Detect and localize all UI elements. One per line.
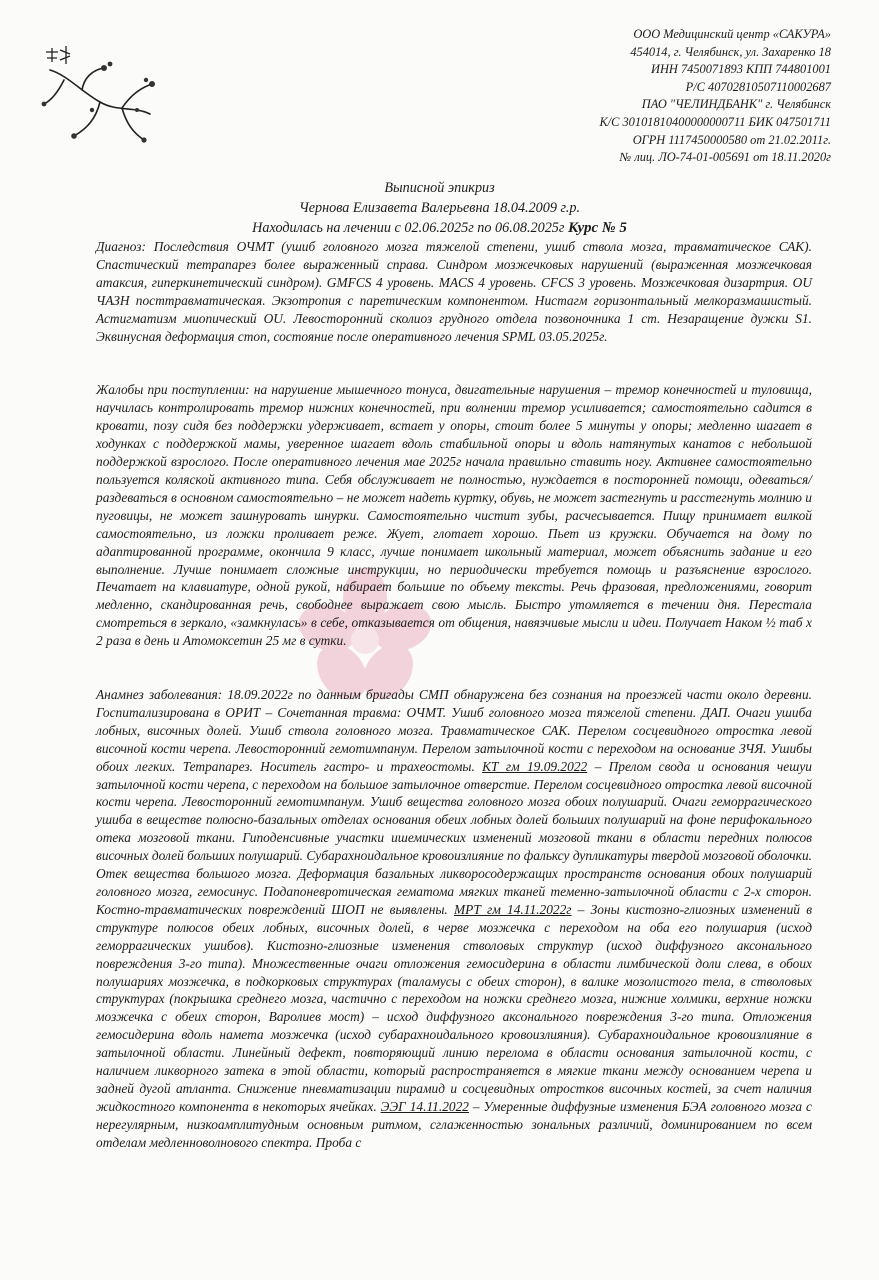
treatment-period [0, 218, 879, 238]
org-line: ПАО "ЧЕЛИНДБАНК" г. Челябинск [641, 97, 831, 112]
mri-exam-label: МРТ гм 14.11.2022г [454, 901, 572, 917]
anamnesis-label: Анамнез заболевания: [96, 687, 223, 703]
document-body [96, 238, 812, 1152]
diagnosis-section [96, 238, 812, 345]
org-line: К/С 30101810400000000711 БИК 047501711 [599, 114, 831, 129]
treatment-dates: Находилась на лечении с 02.06.2025г по 06.08.2025г [252, 220, 565, 236]
org-line: ООО Медицинский центр «САКУРА» [633, 27, 831, 41]
anamnesis-text-2: – Прелом свода и основания чешуи затылочной кости черепа, с переходом на большое затылочное отверстие. Перелом сосцевидного отростка левой височной кости черепа. Левосторонний гемотимпанум. Ушиб вещества головного мозга обоих полушарий. Очаги геморрагического ушиба в веществе полюсно-базальных отделах основания обеих лобных долей больших полушарий на фоне перифокального отека мозговой ткани. Гиподенсивные участки ишемических изменений мозговой ткани в области передних полюсов височных долей больших полушарий. Субарахноидальное кровоизлияние по фальксу дупликатуры твердой мозговой оболочки. Отек вещества большого мозга. Деформация базальных ликворосодержащих пространств основания обоих полушарий головного мозга, гемосинус. Подапоневротическая гематома мягких тканей теменно-затылочной области с 2-х сторон. Костно-травматических повреждений ШОП не выявлены. [96, 758, 812, 917]
anamnesis-section [96, 686, 812, 1152]
patient-name: Чернова Елизавета Валерьевна 18.04.2009 г.р. [298, 200, 581, 216]
org-line: Р/С 40702810507110002687 [685, 79, 831, 94]
document-header [0, 178, 879, 238]
complaints-section [96, 381, 812, 650]
organization-requisites [531, 26, 831, 167]
anamnesis-text-3: – Зоны кистозно-глиозных изменений в структуре полюсов обеих лобных, височных долей, в черве мозжечка с переходом на оба его полушария (исход геморрагических ушибов). Кистозно-глиозные изменения стволовых структур (исход диффузного аксонального повреждения 3-го типа). Множественные очаги отложения гемосидерина в области лимбической доли слева, в обоих полушариях мозжечка, в подкорковых структурах (таламусы с обеих сторон), в валике мозолистого тела, в стволовых структурах (покрышка среднего мозга, частично с переходом на ножки среднего мозга, нижние холмики, верхние ножки мозжечка с обеих сторон, Варолиев мост) – исход диффузного аксонального повреждения 3-го типа. Отложения гемосидерина вдоль намета мозжечка (исход субарахноидального кровоизлияния). Субарахноидальное кровоизлияние в затылочной области. Линейный дефект, повторяющий линию перелома в области основания затылочной кости, с наличием ликворного затека в этой области, который распространяется в мягкие ткани между основанием черепа и задней дугой атланта. Снижение пневматизации пирамид и сосцевидных отростков височных костей, за счет наличия жидкостного компонента в некоторых ячейках. [96, 901, 813, 1114]
anamnesis-text-4: – Умеренные диффузные изменения БЭА головного мозга с нерегулярным, низкоамплитудным основным ритмом, сглаженностью зональных различий, доминированием по всем отделам медленноволнового спектра. Проба с [96, 1098, 812, 1150]
document-title: Выписной эпикриз [384, 180, 495, 196]
org-line: № лиц. ЛО-74-01-005691 от 18.11.2020г [619, 150, 831, 165]
org-line: 454014, г. Челябинск, ул. Захаренко 18 [630, 44, 831, 59]
diagnosis-text: Последствия ОЧМТ (ушиб головного мозга тяжелой степени, ушиб ствола мозга, травматическое САК). Спастический тетрапарез более выраженный справа. Синдром мозжечковых нарушений (выраженная мозжечковая атаксия, гиперкинетический синдром). GMFCS 4 уровень. MACS 4 уровень. CFCS 3 уровень. Мозжечковая дизартрия. OU ЧАЗН посттравматическая. Экзотропия с паретическим компонентом. Нистагм горизонтальный мелкоразмашистый. Астигматизм миопический OU. Левосторонний сколиоз грудного отдела позвоночника 1 ст. Незаращение дужки S1. Эквинусная деформация стоп, состояние после оперативного лечения SPML 03.05.2025г. [96, 239, 812, 344]
eeg-exam-label: ЭЭГ 14.11.2022 [380, 1098, 469, 1114]
complaints-label: Жалобы при поступлении: [96, 382, 250, 398]
diagnosis-label: Диагноз: [96, 239, 146, 254]
complaints-text: на нарушение мышечного тонуса, двигательные нарушения – тремор конечностей и туловища, научилась контролировать тремор нижних конечностей, при волнении тремор усиливается; самостоятельно садится в кровати, позу сидя без поддержки удерживает, встает у опоры, стоит более 5 минуты у опоры; медленно шагает в ходунках с поддержкой мамы, уверенное шагает вдоль стабильной опоры и вдоль натянутых канатов с небольшой поддержкой взрослого. После оперативного лечения мае 2025г начала правильно ставить ногу. Активнее самостоятельно пользуется коляской активного типа. Себя обслуживает не полностью, нуждается в посторонней помощи, одеваться/раздеваться в основном самостоятельно – не может надеть куртку, обувь, не может застегнуть и расстегнуть молнию и пуговицы, не может зашнуровать шнурки. Самостоятельно чистит зубы, расчесывается. Пищу принимает вилкой самостоятельно, из ложки проливает реже. Жует, глотает хорошо. Пьет из кружки. Обучается на дому по адаптированной программе, окончила 9 класс, лучше понимает школьный материал, может объяснить задание и его выполнение. Лучше понимает сложные инструкции, но периодически требуется помощь и разъяснение взрослого. Печатает на клавиатуре, одной рукой, набирает большие по объему тексты. Речь фразовая, предложениями, говорит медленно, скандированная речь, свободнее выражает свою мысль. Быстро утомляется в течении дня. Перестала смотреться в зеркало, «замкнулась» в себе, отказывается от общения, навязчивые мысли и идеи. Получает Наком ½ таб х 2 раза в день и Атомоксетин 25 мг в сутки. [96, 382, 812, 649]
sakura-branch-logo [22, 40, 172, 150]
ct-exam-label: КТ гм 19.09.2022 [482, 758, 588, 774]
org-line: ИНН 7450071893 КПП 744801001 [651, 62, 831, 77]
course-number: Курс № 5 [567, 220, 627, 236]
anamnesis-text-1: 18.09.2022г по данным бригады СМП обнаружена без сознания на проезжей части около деревни. Госпитализирована в ОРИТ – Сочетанная травма: ОЧМТ. Ушиб головного мозга тяжелой степени. ДАП. Очаги ушиба лобных, височных долей. Ушиб ствола головного мозга. Травматическое САК. Перелом сосцевидного отростка левой височной кости черепа. Левосторонний гемотимпанум. Перелом затылочной кости с переходом на основание ЗЧЯ. Ушибы обоих легких. Тетрапарез. Носитель гастро- и трахеостомы. [96, 687, 812, 774]
org-line: ОГРН 1117450000580 от 21.02.2011г. [632, 132, 831, 147]
